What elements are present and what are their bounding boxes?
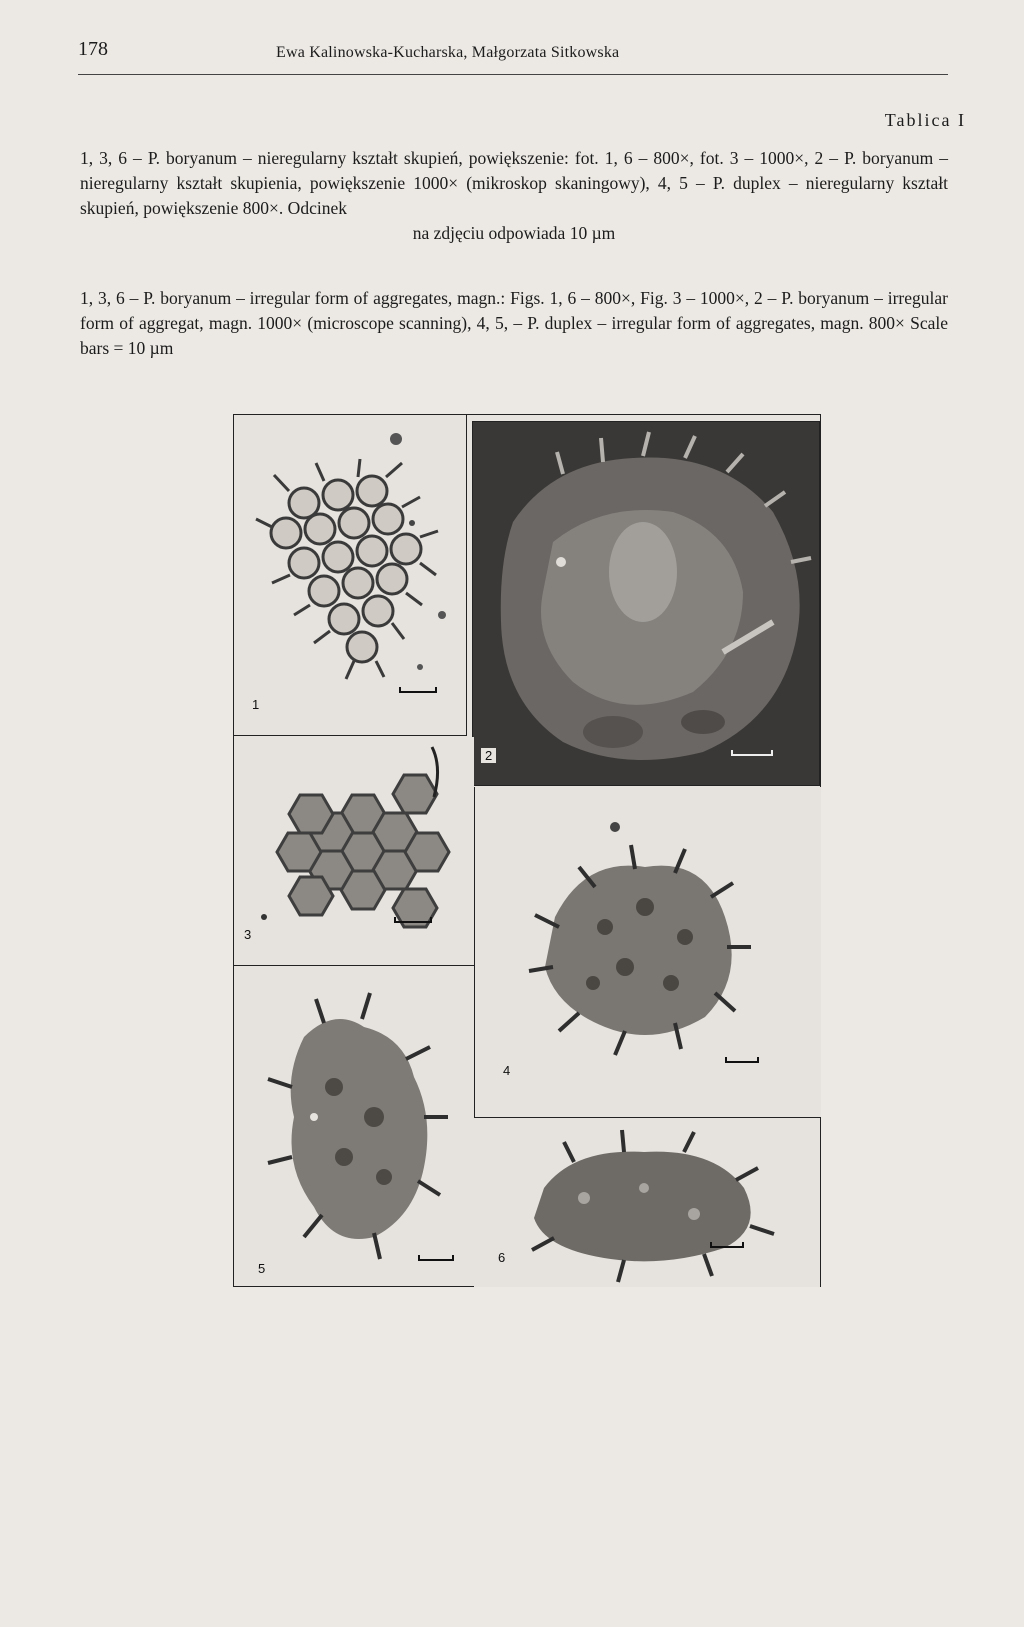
- panel-label-3: 3: [244, 927, 252, 942]
- micrograph-panel-2: [472, 421, 820, 786]
- panel-label-6: 6: [498, 1250, 506, 1265]
- panel-label-4: 4: [503, 1063, 511, 1078]
- scale-bar: [394, 917, 432, 923]
- caption-polish-end: na zdjęciu odpowiada 10 µm: [412, 223, 616, 243]
- panel-2-image: [473, 422, 819, 785]
- micrograph-panel-5: [234, 967, 475, 1286]
- page-number: 178: [78, 38, 108, 60]
- micrograph-panel-6: [474, 1117, 820, 1287]
- micrograph-panel-1: [234, 415, 467, 736]
- panel-6-image: [474, 1118, 820, 1287]
- panel-label-1: 1: [252, 697, 260, 712]
- scale-bar: [725, 1057, 759, 1063]
- panel-4-image: [475, 787, 821, 1117]
- page-header: [78, 38, 948, 75]
- running-head: Ewa Kalinowska-Kucharska, Małgorzata Sitkowska: [276, 44, 620, 61]
- plate-title: Tablica I: [884, 110, 966, 130]
- scale-bar: [731, 750, 773, 756]
- micrograph-panel-4: [474, 787, 821, 1117]
- scale-bar: [710, 1242, 744, 1248]
- panel-label-2: 2: [481, 748, 496, 763]
- micrograph-plate: [233, 414, 821, 1287]
- caption-english: 1, 3, 6 – P. boryanum – irregular form of aggregates, magn.: Figs. 1, 6 – 800×, Fig. 3 – 1000×, 2 – P. boryanum – irregular form of aggregat, magn. 1000× (microscope scanning), 4, 5, – P. duplex – irregular form of aggregates, magn. 800× Scale bars = 10 µm: [80, 288, 948, 358]
- scale-bar: [418, 1255, 454, 1261]
- scale-bar: [399, 687, 437, 693]
- caption-polish-text: 1, 3, 6 – P. boryanum – nieregularny kształt skupień, powiększenie: fot. 1, 6 – 800×, fot. 3 – 1000×, 2 – P. boryanum – nieregularny kształt skupienia, powiększenie 1000× (mikroskop skaningowy), 4, 5 – P. duplex – nieregularny kształt skupień, powiększenie 800×. Odcinek: [80, 148, 948, 218]
- micrograph-panel-3: [234, 737, 474, 966]
- panel-3-image: [234, 737, 474, 965]
- panel-label-5: 5: [258, 1261, 266, 1276]
- caption-polish: [80, 146, 948, 246]
- panel-5-image: [234, 967, 474, 1286]
